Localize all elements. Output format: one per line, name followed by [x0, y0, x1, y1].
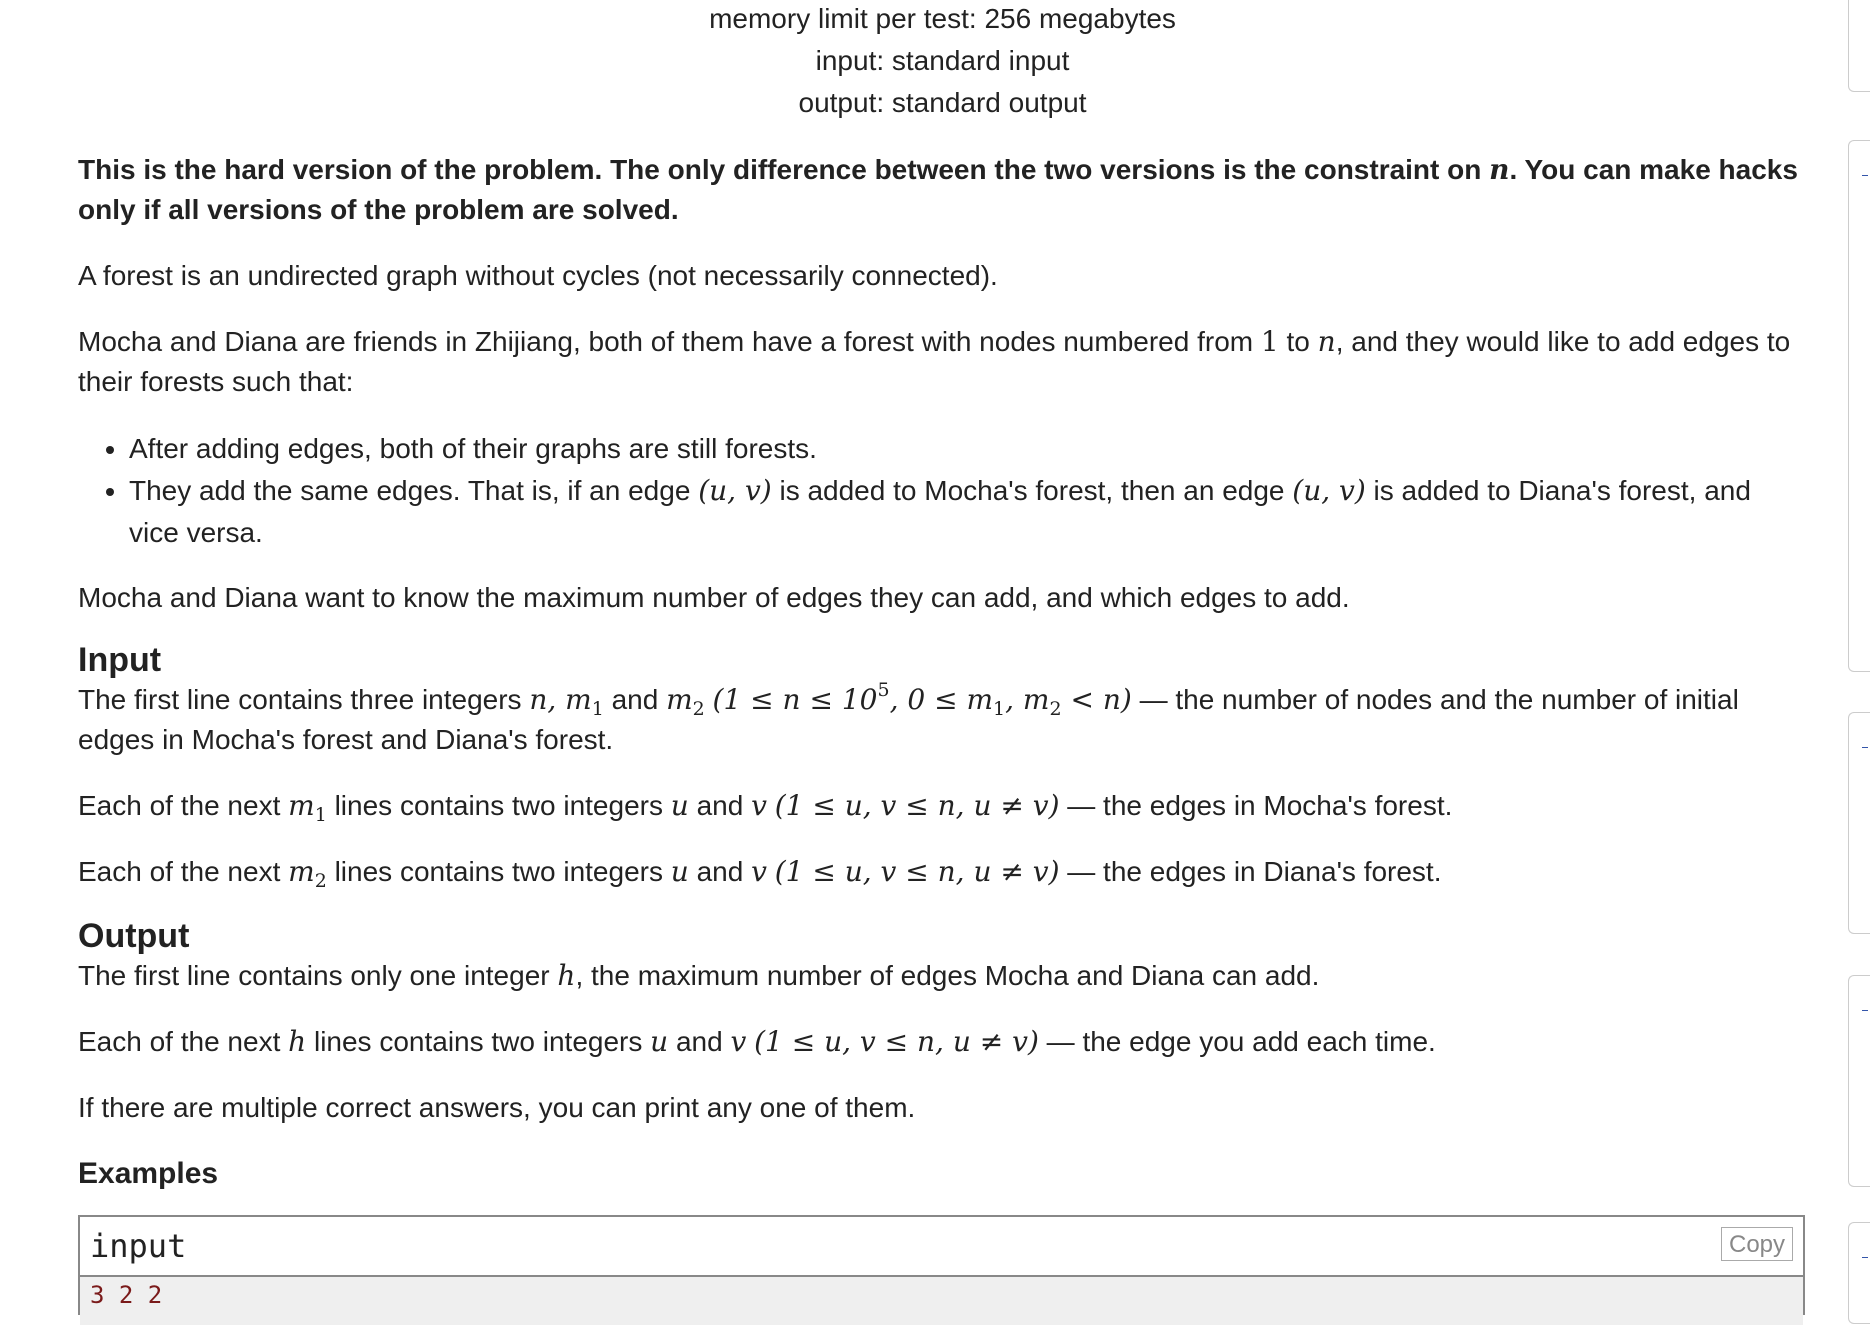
output-spec: output: standard output — [798, 87, 1087, 118]
input-title: Input — [78, 641, 162, 679]
sidebar-box — [1848, 0, 1870, 92]
output-title: Output — [78, 917, 190, 955]
copy-button[interactable]: Copy — [1721, 1227, 1793, 1261]
output-multiple-answers: If there are multiple correct answers, you can print any one of them. — [78, 1092, 916, 1123]
memory-limit: memory limit per test: 256 megabytes — [709, 3, 1176, 34]
condition-item: • After adding edges, both of their graphs are still forests. — [129, 428, 1798, 470]
problem-header — [0, 0, 1870, 126]
problem-statement — [78, 150, 1798, 1192]
sidebar-box — [1848, 712, 1870, 934]
example-input-header — [80, 1217, 1803, 1277]
condition-item: • They add the same edges. That is, if an edge (u, v) is added to Mocha's forest, then an edge (u, v) is added to Diana's forest, and vice versa. — [129, 470, 1798, 554]
input-mocha-edges: Each of the next $m_1$ lines contains two integers u and v (1 ≤ u, v ≤ n, u ≠ v) — the edges in Mocha's forest. — [78, 789, 1453, 826]
input-section — [78, 640, 1798, 892]
input-diana-edges: Each of the next $m_2$ lines contains two integers u and v (1 ≤ u, v ≤ n, u ≠ v) — the edges in Diana's forest. — [78, 855, 1442, 892]
story-paragraph: Mocha and Diana are friends in Zhijiang, both of them have a forest with nodes numbered from 1 to n, and they would like to add edges to their forests such that: — [78, 325, 1791, 397]
input-spec: input: standard input — [815, 45, 1070, 76]
forest-definition: A forest is an undirected graph without cycles (not necessarily connected). — [78, 260, 998, 291]
sidebar-box — [1848, 975, 1870, 1187]
sidebar-box — [1848, 140, 1870, 672]
examples-title: Examples — [78, 1157, 219, 1190]
example-input-label: input — [90, 1227, 187, 1265]
example-input-box — [78, 1215, 1805, 1315]
version-legend: This is the hard version of the problem. The only difference between the two versions is the constraint on n. You can make hacks only if all versions of the problem are solved. — [78, 153, 1798, 225]
condition-list — [78, 428, 1798, 554]
example-input-data[interactable]: 3 2 2 — [80, 1277, 1803, 1325]
output-section — [78, 916, 1798, 1128]
output-first-line: The first line contains only one integer h, the maximum number of edges Mocha and Diana can add. — [78, 959, 1320, 992]
output-edges-line: Each of the next h lines contains two integers u and v (1 ≤ u, v ≤ n, u ≠ v) — the edge you add each time. — [78, 1025, 1436, 1058]
input-first-line: The first line contains three integers n, $m_1$ and $m_2$ ($1 \le n \le 10^5$, $0 \le m_1$, $m_2 < n$) — the number of nodes and the number of initial edges in Mocha's forest and Diana's forest. — [78, 679, 1739, 755]
sidebar-box — [1848, 1222, 1870, 1324]
sidebar-edge — [1848, 0, 1870, 1290]
goal-paragraph: Mocha and Diana want to know the maximum number of edges they can add, and which edges to add. — [78, 582, 1350, 613]
